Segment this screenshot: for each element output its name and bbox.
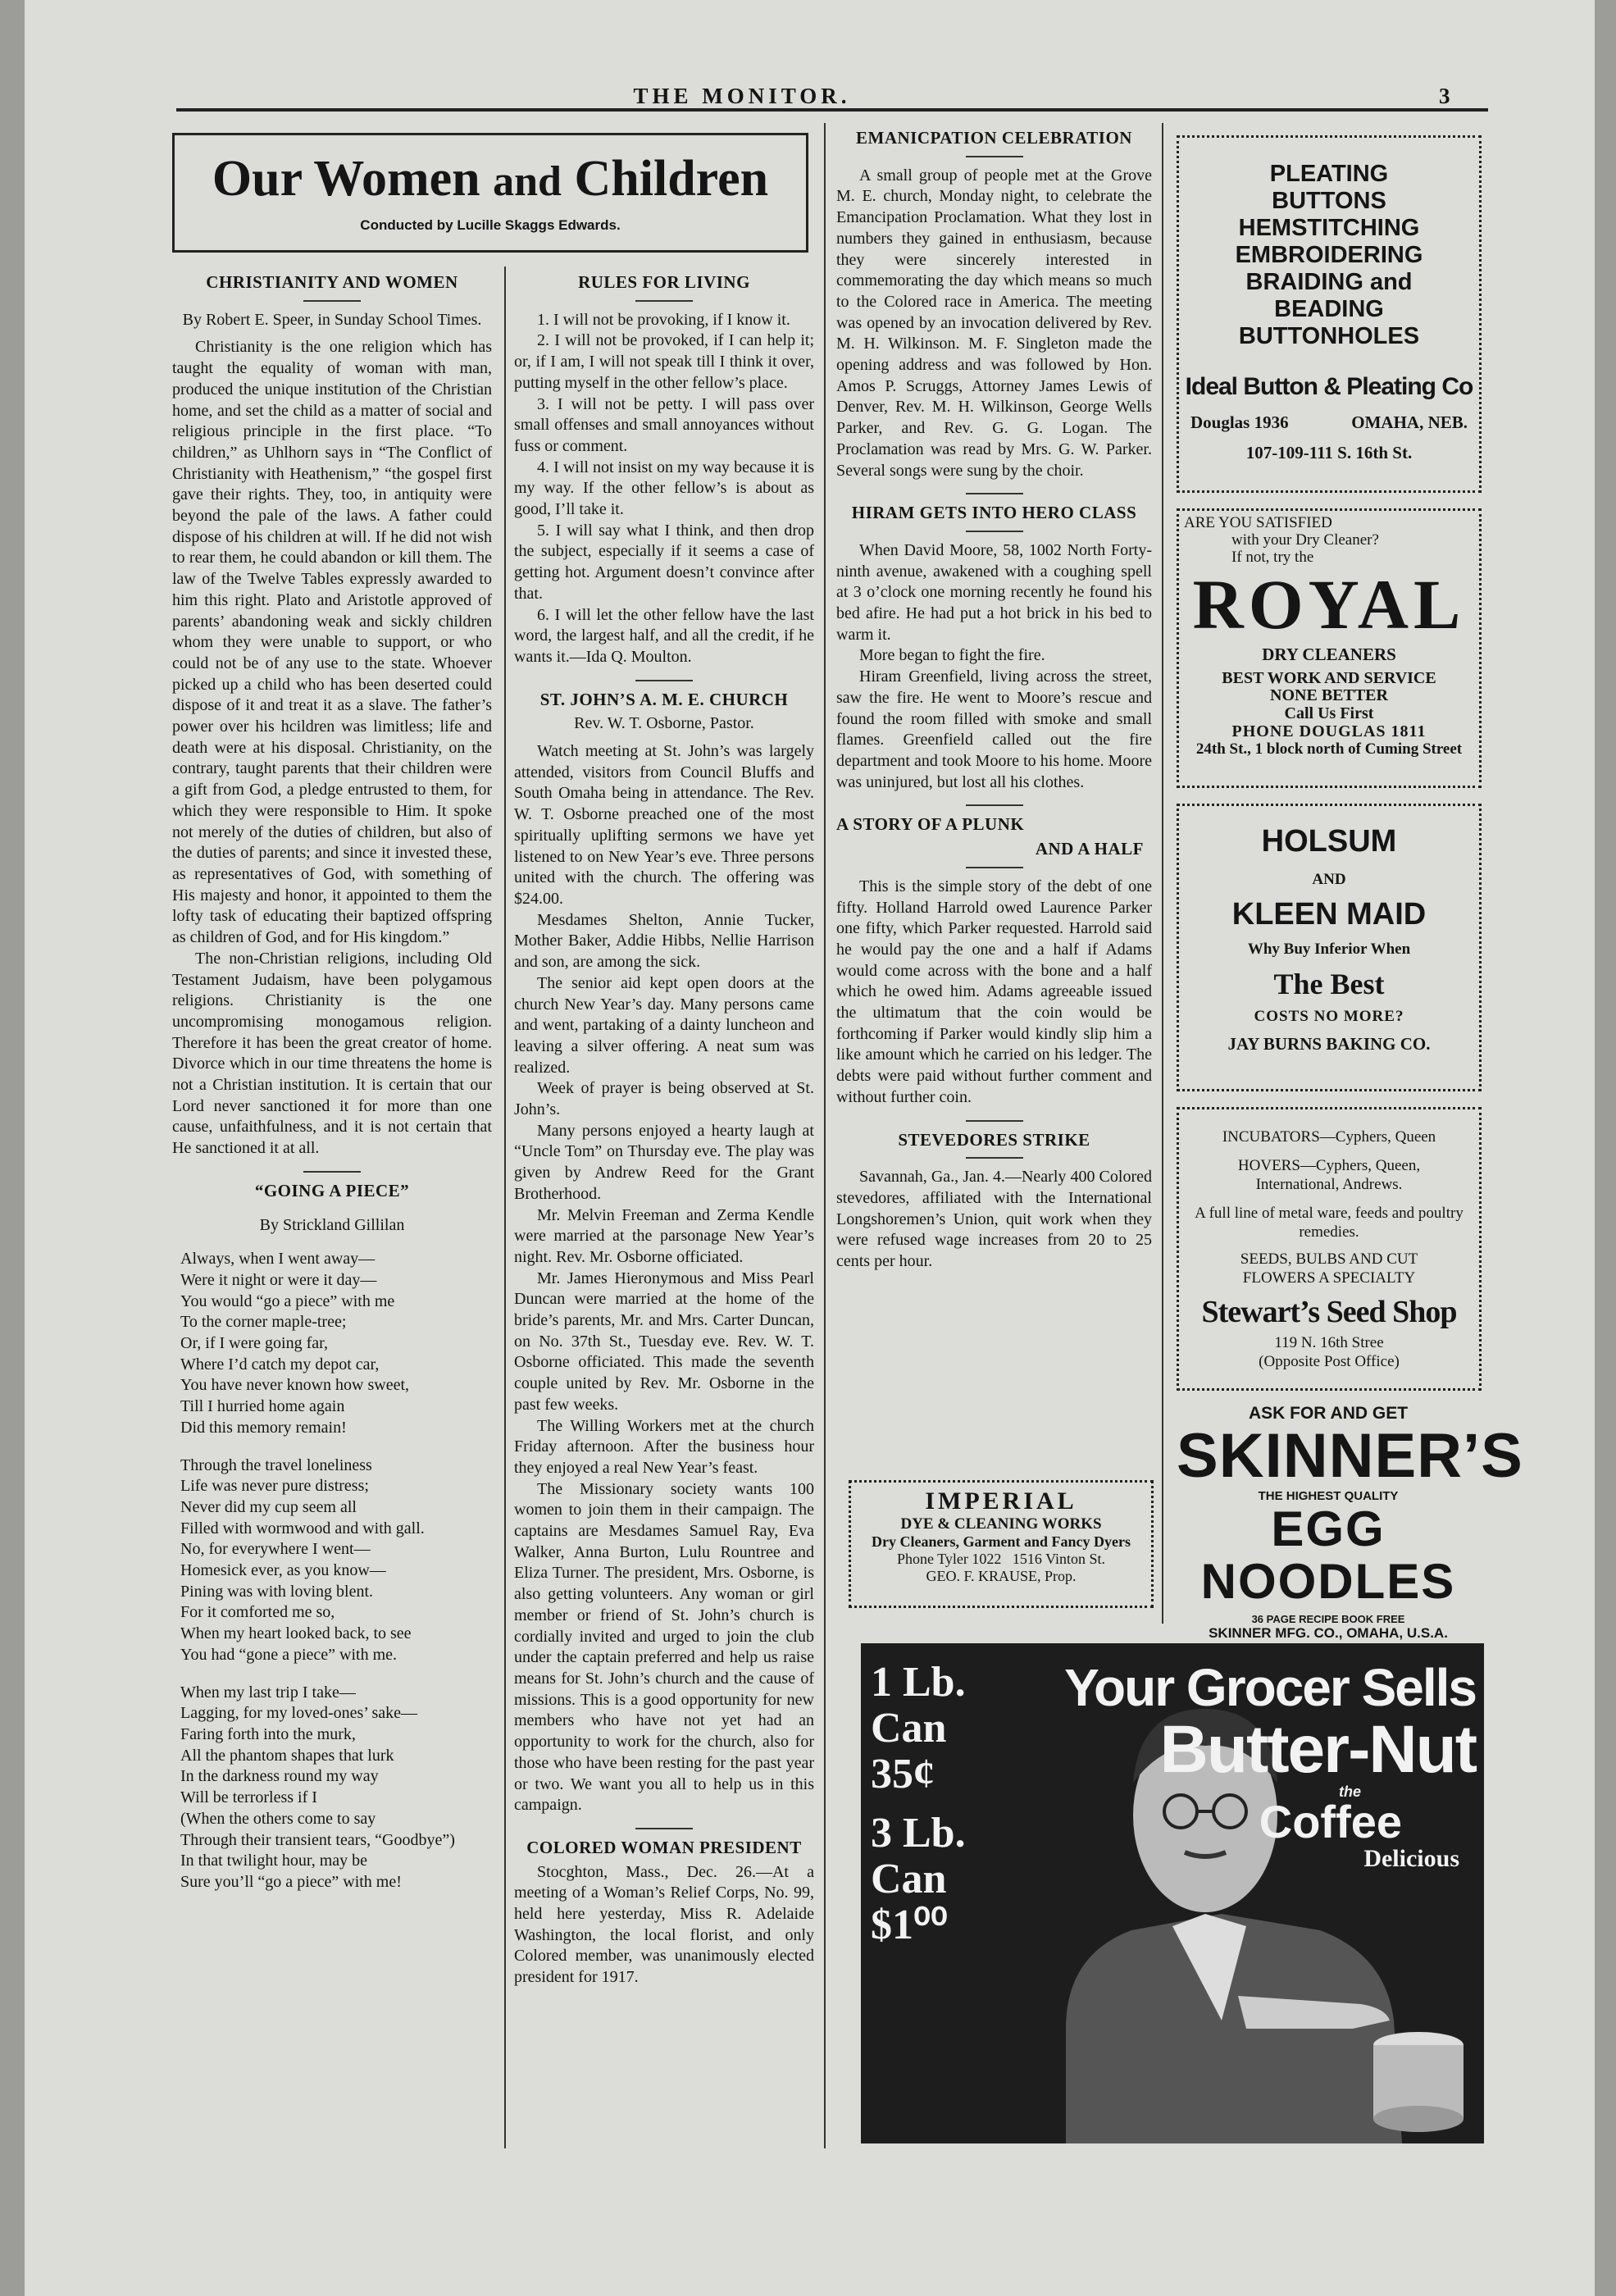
royal-line: Call Us First	[1284, 704, 1374, 722]
column-rule-3	[1162, 123, 1163, 1624]
holsum-line: JAY BURNS BAKING CO.	[1227, 1034, 1431, 1054]
section-title-and: and	[493, 158, 562, 205]
hiram-paragraph: When David Moore, 58, 1002 North Forty-ninth avenue, awakened with a coughing spell at 3 o’clock one morning recently he found his bed afire. He had put a hot brick in his bed to warm it.	[836, 540, 1152, 644]
seed-line: A full line of metal ware, feeds and poultry remedies.	[1195, 1205, 1464, 1241]
separator	[635, 300, 693, 302]
pleating-service-line: PLEATING	[1269, 161, 1389, 187]
pleating-service-line: BRAIDING and	[1245, 269, 1413, 295]
seed-line: INCUBATORS—Cyphers, Queen	[1222, 1128, 1436, 1146]
stjohns-pastor: Rev. W. T. Osborne, Pastor.	[574, 714, 754, 733]
poem-line: When my heart looked back, to see	[180, 1624, 412, 1643]
poem-line: Never did my cup seem all	[180, 1497, 357, 1516]
rule-item: 5. I will say what I think, and then drop the subject, especially if it seems a case of getting hot. Argument doesn’t convince after that.	[514, 521, 814, 603]
seed-line: SEEDS, BULBS AND CUT FLOWERS A SPECIALTY	[1240, 1250, 1418, 1287]
coffee-brand: Butter-Nut	[1159, 1712, 1476, 1787]
royal-name: ROYAL	[1192, 565, 1466, 644]
coffee-can-bottom	[1373, 2106, 1464, 2132]
poem-line: All the phantom shapes that lurk	[180, 1746, 394, 1765]
emancipation-heading: EMANICPATION CELEBRATION	[856, 128, 1132, 148]
masthead-rule	[176, 108, 1488, 112]
imperial-line-1: DYE & CLEANING WORKS	[900, 1515, 1102, 1533]
holsum-ad	[1177, 804, 1482, 1091]
poem-line: In the darkness round my way	[180, 1767, 379, 1786]
skinner-ad	[1177, 1404, 1523, 1641]
imperial-name: IMPERIAL	[925, 1487, 1077, 1515]
section-byline: Conducted by Lucille Skaggs Edwards.	[360, 217, 621, 233]
section-title-box	[172, 133, 808, 253]
stevedores-heading: STEVEDORES STRIKE	[898, 1129, 1090, 1150]
column-rule-1	[504, 266, 506, 2148]
price-line: 35¢	[871, 1751, 935, 1797]
poem-line: Or, if I were going far,	[180, 1334, 328, 1353]
royal-line: PHONE DOUGLAS 1811	[1231, 722, 1427, 740]
skinner-line: THE HIGHEST QUALITY	[1258, 1489, 1399, 1503]
poem-line: No, for everywhere I went—	[180, 1540, 371, 1559]
poem-line: Filled with wormwood and with gall.	[180, 1519, 425, 1538]
column-2	[514, 267, 814, 1988]
stjohns-paragraph: The Missionary society wants 100 women to join them in their campaign. The captains are Mesdames Samuel Ray, Eva Walker, Anna Burton, Lulu Rountree and Eliza Turner. The president, Mrs. Osborne, is also getting volunteers. Any woman or girl member or friend of St. John’s church is cordially invited and urged to join the club under the captain preferred and help us raise means for St. John’s church and the cause of missions. This is a good opportunity for new members who have not yet had an opportunity to work for the church, also for those who have been resting for the past year or two. We want you all to help us in this campaign.	[514, 1479, 814, 1815]
poem-line: Were it night or were it day—	[180, 1270, 377, 1289]
skinner-name: SKINNER’S	[1177, 1421, 1523, 1491]
separator	[635, 1828, 693, 1829]
pleating-city: OMAHA, NEB.	[1351, 412, 1468, 432]
page-number: 3	[1439, 84, 1450, 108]
price-line: Can	[871, 1856, 947, 1902]
column-1	[172, 267, 492, 1910]
stjohns-paragraph: Mr. James Hieronymous and Miss Pearl Duncan were married at the home of the bride’s parents, Mr. and Mrs. Carter Duncan, on No. 37th St., Tuesday eve. Rev. W. T. Osborne officiated. This made the seventh couple united by Rev. Mr. Osborne in the past few weeks.	[514, 1269, 814, 1414]
stjohns-paragraph: Mr. Melvin Freeman and Zerma Kendle were married at the parsonage New Year’s night. Rev. Mr. Osborne officiated.	[514, 1205, 814, 1266]
coffee-headline-line: the	[1339, 1784, 1361, 1800]
poem-stanza-3	[180, 1683, 492, 1893]
poem-line: You had “gone a piece” with me.	[180, 1645, 398, 1664]
separator	[303, 300, 361, 302]
poem-line: Where I’d catch my depot car,	[180, 1355, 380, 1374]
royal-question-line: with your Dry Cleaner?	[1231, 531, 1379, 549]
poem-line: You have never known how sweet,	[180, 1376, 410, 1395]
holsum-line: Why Buy Inferior When	[1247, 941, 1411, 958]
price-line: 1 Lb.	[871, 1659, 966, 1706]
holsum-line: HOLSUM	[1261, 824, 1397, 859]
christianity-heading: CHRISTIANITY AND WOMEN	[206, 272, 458, 292]
royal-line: NONE BETTER	[1270, 686, 1388, 704]
pleating-address: 107-109-111 S. 16th St.	[1245, 443, 1413, 462]
stjohns-paragraph: Mesdames Shelton, Annie Tucker, Mother Baker, Addie Hibbs, Nellie Harrison and son, are among the sick.	[514, 910, 814, 972]
butter-nut-coffee-ad	[861, 1643, 1484, 2143]
poem-line: Pining was with loving blent.	[180, 1582, 373, 1601]
stjohns-heading: ST. JOHN’S A. M. E. CHURCH	[539, 689, 789, 709]
poem-line: Always, when I went away—	[180, 1250, 376, 1269]
newspaper-page	[25, 0, 1595, 2296]
emancipation-text: A small group of people met at the Grove M. E. church, Monday night, to celebrate the Emancipation Proclamation. What they lost in numbers they gained in enthusiasm, because they were sincerely interested in commemorating the day which means so much to the Colored race in America. The meeting was opened by an invocation delivered by Rev. M. H. Wilkinson. M. F. Singleton made the opening address and was followed by Hon. Amos P. Scruggs, Attorney James Lewis of Denver, Rev. M. H. Wilkinson, George Wells Parker, and Rev. G. G. Logan. The Proclamation was read by Mrs. G. W. Parker. Several songs were sung by the choir.	[836, 166, 1152, 480]
masthead-title: THE MONITOR.	[633, 84, 851, 108]
stjohns-paragraph: The senior aid kept open doors at the church New Year’s day. Many persons came and went, partaking of a dainty luncheon and leaving a silver offering. A neat sum was realized.	[514, 973, 814, 1077]
column-rule-2	[824, 123, 826, 2148]
skinner-product: EGG NOODLES	[1200, 1501, 1456, 1609]
imperial-contact	[851, 1551, 1151, 1568]
colored-woman-heading: COLORED WOMAN PRESIDENT	[526, 1837, 802, 1857]
holsum-line: COSTS NO MORE?	[1254, 1008, 1404, 1025]
separator	[966, 1120, 1023, 1122]
seed-shop-ad	[1177, 1107, 1482, 1391]
separator	[635, 680, 693, 681]
stjohns-paragraph: Many persons enjoyed a hearty laugh at “Uncle Tom” on Thursday eve. The play was given by Andrew Reed for the Grant Brotherhood.	[514, 1121, 814, 1203]
pleating-contact	[1179, 412, 1479, 433]
section-title-part2: Children	[574, 151, 769, 207]
poem-line: (When the others come to say	[180, 1809, 376, 1828]
pleating-service-line: BUTTONS	[1272, 188, 1386, 214]
column-3	[836, 123, 1152, 1273]
coffee-headline-line: Coffee	[1259, 1796, 1402, 1847]
section-title	[175, 150, 806, 208]
seed-line: HOVERS—Cyphers, Queen, International, Andrews.	[1237, 1157, 1421, 1193]
royal-line: DRY CLEANERS	[1262, 645, 1396, 664]
poem-line: You would “go a piece” with me	[180, 1292, 395, 1310]
poem-body	[172, 1249, 492, 1893]
rule-item: 6. I will let the other fellow have the last word, the largest half, and all the credit, if he wants it.—Ida Q. Moulton.	[514, 605, 814, 666]
pleating-phone: Douglas 1936	[1190, 412, 1289, 432]
stjohns-paragraph: Watch meeting at St. John’s was largely attended, visitors from Council Bluffs and South Omaha being in attendance. The Rev. W. T. Osborne preached one of the most spiritually uplifting sermons we have yet listened to on New Year’s eve. Three persons united with the church. The offering was $24.00.	[514, 742, 814, 908]
stevedores-text: Savannah, Ga., Jan. 4.—Nearly 400 Colored stevedores, affiliated with the International Longshoremen’s Union, quit work when they were refused wage increases from 20 to 25 cents per hour.	[836, 1168, 1152, 1271]
imperial-ad	[849, 1480, 1154, 1608]
pleating-company: Ideal Button & Pleating Co	[1185, 373, 1473, 400]
poem-line: Through their transient tears, “Goodbye”)	[180, 1830, 455, 1849]
section-title-part1: Our Women	[212, 151, 480, 207]
royal-line: BEST WORK AND SERVICE	[1222, 669, 1436, 687]
royal-question-line: ARE YOU SATISFIED	[1184, 514, 1332, 531]
pleating-service-line: BEADING	[1274, 296, 1384, 322]
price-line: 3 Lb.	[871, 1810, 966, 1856]
skinner-line: SKINNER MFG. CO., OMAHA, U.S.A.	[1209, 1625, 1448, 1641]
rule-item: 1. I will not be provoking, if I know it.	[537, 310, 790, 329]
christianity-paragraph-2: The non-Christian religions, including Old Testament Judaism, have been polygamous religions. Christianity is the one uncompromising monogamous religion. Therefore it has been the great creator of home. Divorce which in our time threatens the home is not a Christian institution. It is certain that our Lord never sanctioned it for more than one cause, unfaithfulness, and it is not certain that He sanctioned it at all.	[172, 949, 492, 1158]
poem-line: When my last trip I take—	[180, 1683, 356, 1702]
royal-ad	[1177, 508, 1482, 788]
stjohns-paragraph: The Willing Workers met at the church Friday afternoon. After the business hour they enjoyed a real New Year’s feast.	[514, 1416, 814, 1477]
poem-stanza-1	[180, 1249, 492, 1438]
christianity-paragraph-1: Christianity is the one religion which has taught the equality of woman with man, produced the unique institution of the Christian home, and set the child as a matter of social and religious principle in the first place. “To children,” as Uhlhorn says in “The Conflict of Christianity with Heathenism,” “the gospel first gave their rights. They, too, in antiquity were beyond the pale of the laws. A father could dispose of his children at will. If he did not wish to rear them, he could abandon or kill them. The law of the Twelve Tables expressly awarded to him this right. Plato and Aristotle approved of parents’ abandoning weak and sickly children whom they were unable to support, or who could not be of any use to the state. Whoever picked up a child who has been deserted could dispose of it and treat it as a slave. The father’s power over his hcildren was limitless; life and death were at his disposal. Christianity, on the contrary, taught parents that their children were a gift from God, a pledge entrusted to them, for which they were responsible to Him. It spoke not merely of the duties of children, but also of the duties of parents; and since it invested these, as representatives of God, with something of His majesty and honor, it appointed to them the lofty task of educating their baptized offspring as children of God, and for His kingdom.”	[172, 338, 492, 947]
price-panel	[871, 1660, 966, 1948]
skinner-line: ASK FOR AND GET	[1248, 1404, 1409, 1423]
plunk-heading-line-1: A STORY OF A PLUNK	[836, 814, 1025, 835]
colored-woman-text: Stocghton, Mass., Dec. 26.—At a meeting of a Woman’s Relief Corps, No. 99, held here yesterday, Miss R. Adelaide Washington, the local florist, and only Colored member, was unanimously elected president for 1917.	[514, 1862, 814, 1987]
poem-line: For it comforted me so,	[180, 1603, 335, 1622]
imperial-line-2: Dry Cleaners, Garment and Fancy Dyers	[872, 1533, 1131, 1550]
separator	[966, 867, 1023, 868]
poem-line: In that twilight hour, may be	[180, 1852, 368, 1870]
royal-question-line: If not, try the	[1231, 549, 1314, 566]
hiram-paragraph: More began to fight the fire.	[859, 646, 1045, 665]
hiram-paragraph: Hiram Greenfield, living across the street, saw the fire. He went to Moore’s rescue and found the room filled with smoke and small flames. Greenfield called out the fire department and took Moore to his home. Moore was uninjured, but lost all his clothes.	[836, 667, 1152, 791]
hiram-heading: HIRAM GETS INTO HERO CLASS	[851, 503, 1137, 523]
christianity-byline: By Robert E. Speer, in Sunday School Times.	[182, 310, 482, 329]
imperial-phone: Phone Tyler 1022	[896, 1551, 1002, 1567]
rule-item: 2. I will not be provoked, if I can help it; or, if I am, I will not speak till I think it over, putting myself in the other fellow’s place.	[514, 331, 814, 392]
pleating-service-line: EMBROIDERING	[1235, 242, 1423, 268]
rule-item: 3. I will not be petty. I will pass over small offenses and small annoyances without fuss or comment.	[514, 394, 814, 455]
pleating-service-line: HEMSTITCHING	[1238, 215, 1420, 241]
holsum-line: The Best	[1273, 968, 1385, 1000]
price-line: $1⁰⁰	[871, 1902, 948, 1948]
poem-line: Did this memory remain!	[180, 1418, 347, 1437]
poem-byline: By Strickland Gillilan	[259, 1215, 405, 1234]
separator	[966, 531, 1023, 532]
poem-line: Homesick ever, as you know—	[180, 1561, 386, 1580]
coffee-headline-line: Your Grocer Sells	[1064, 1658, 1476, 1717]
coffee-headline	[1058, 1660, 1476, 1873]
plunk-heading-line-2: AND A HALF	[1035, 839, 1144, 859]
separator	[966, 804, 1023, 806]
seed-shop-name: Stewart’s Seed Shop	[1201, 1295, 1457, 1329]
rule-item: 4. I will not insist on my way because it is my way. If the other fellow’s is about as good, I’ll take it.	[514, 458, 814, 519]
poem-line: Through the travel loneliness	[180, 1456, 372, 1474]
poem-line: To the corner maple-tree;	[180, 1313, 347, 1332]
poem-stanza-2	[180, 1456, 492, 1666]
royal-question	[1179, 514, 1479, 566]
poem-line: Faring forth into the murk,	[180, 1725, 356, 1743]
separator	[966, 1157, 1023, 1159]
separator	[966, 493, 1023, 494]
poem-heading: “GOING A PIECE”	[254, 1180, 410, 1200]
seed-line: 119 N. 16th Stree	[1274, 1334, 1384, 1351]
plunk-text: This is the simple story of the debt of one fifty. Holland Harrold owed Laurence Parker one fifty, which Parker requested. Harrold said he would pay the one and a half if Adams would come across with the bone and a half which he owed him. Adams agreeable issued the ultimatum that the coin would be forthcoming if Parker would kindly slip him a like amount which he carried on his ledger. The debts were paid without further comment and without further coin.	[836, 877, 1152, 1106]
rules-heading: RULES FOR LIVING	[578, 272, 750, 292]
poem-line: Life was never pure distress;	[180, 1477, 369, 1496]
poem-line: Till I hurried home again	[180, 1397, 345, 1416]
holsum-line: AND	[1312, 871, 1346, 888]
skinner-line: 36 PAGE RECIPE BOOK FREE	[1251, 1613, 1405, 1625]
royal-line: 24th St., 1 block north of Cuming Street	[1195, 740, 1463, 758]
imperial-address: 1516 Vinton St.	[1012, 1551, 1105, 1567]
pleating-services	[1179, 161, 1479, 350]
poem-line: Lagging, for my loved-ones’ sake—	[180, 1704, 417, 1723]
pleating-service-line: BUTTONHOLES	[1238, 323, 1420, 349]
pleating-ad	[1177, 135, 1482, 493]
price-line: Can	[871, 1705, 947, 1752]
seed-line: (Opposite Post Office)	[1259, 1353, 1400, 1370]
separator	[303, 1171, 361, 1173]
stjohns-paragraph: Week of prayer is being observed at St. John’s.	[514, 1079, 814, 1119]
poem-line: Sure you’ll “go a piece” with me!	[180, 1872, 402, 1891]
poem-line: Will be terrorless if I	[180, 1788, 317, 1807]
separator	[966, 156, 1023, 157]
coffee-headline-line: Delicious	[1363, 1845, 1459, 1872]
imperial-prop: GEO. F. KRAUSE, Prop.	[926, 1568, 1077, 1584]
holsum-line: KLEEN MAID	[1231, 897, 1427, 932]
